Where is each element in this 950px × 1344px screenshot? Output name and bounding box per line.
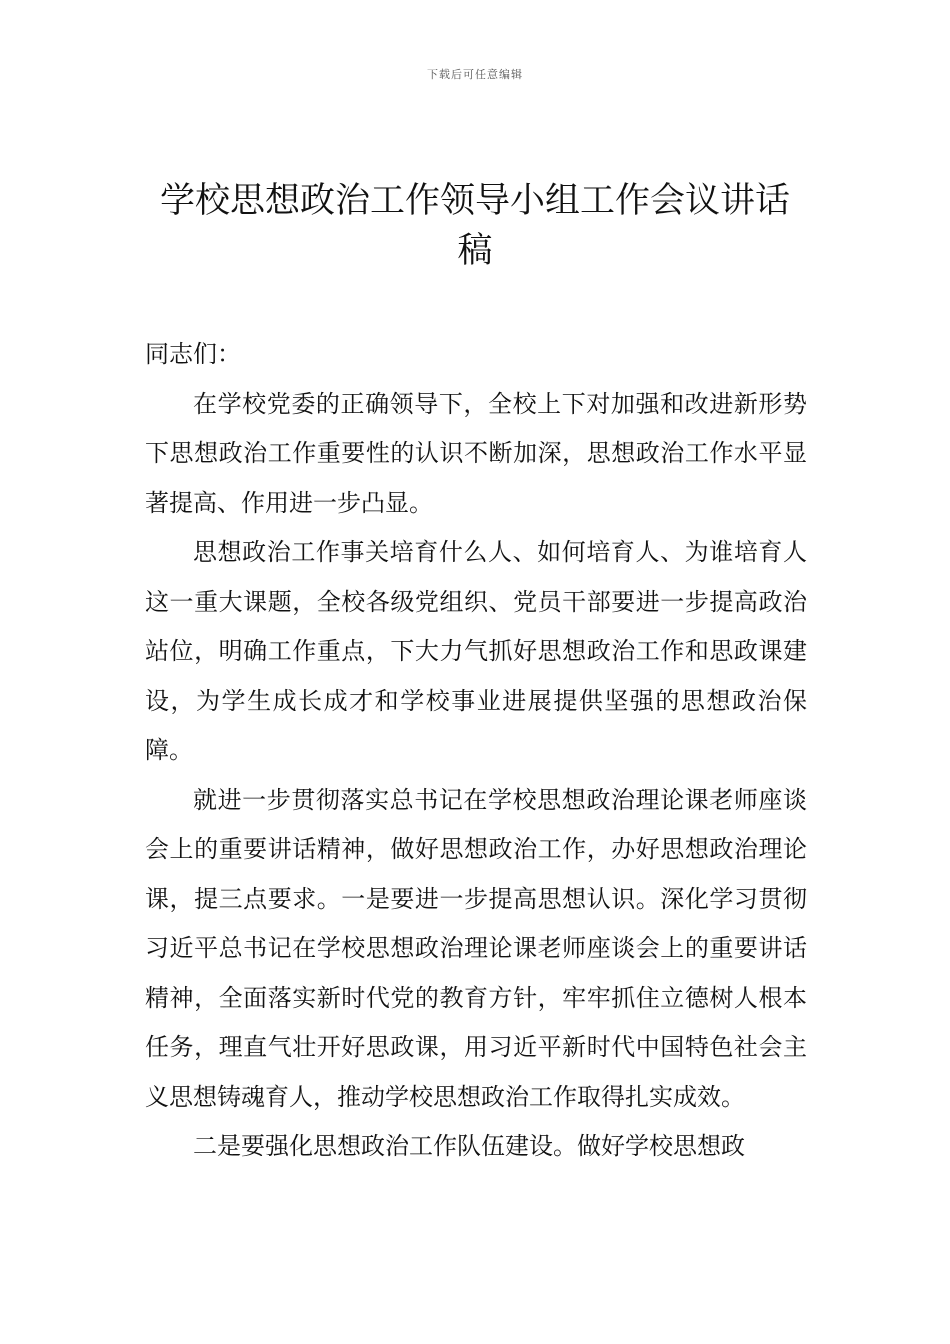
paragraph: 思想政治工作事关培育什么人、如何培育人、为谁培育人这一重大课题，全校各级党组织、党员干部要进一步提高政治站位，明确工作重点，下大力气抓好思想政治工作和思政课建设，为学生成长成才和学校事业进展提供坚强的思想政治保障。 xyxy=(145,538,807,764)
salutation: 同志们： xyxy=(145,340,241,368)
paragraph: 就进一步贯彻落实总书记在学校思想政治理论课老师座谈会上的重要讲话精神，做好思想政治工作，办好思想政治理论课，提三点要求。一是要进一步提高思想认识。深化学习贯彻习近平总书记在学校思想政治理论课老师座谈会上的重要讲话精神，全面落实新时代党的教育方针，牢牢抓住立德树人根本任务，理直气壮开好思政课，用习近平新时代中国特色社会主义思想铸魂育人，推动学校思想政治工作取得扎实成效。 xyxy=(145,785,807,1111)
document-body xyxy=(145,330,807,1172)
header-note: 下载后可任意编辑 xyxy=(427,68,523,81)
paragraph: 在学校党委的正确领导下，全校上下对加强和改进新形势下思想政治工作重要性的认识不断加深，思想政治工作水平显著提高、作用进一步凸显。 xyxy=(145,389,807,517)
document-title: 学校思想政治工作领导小组工作会议讲话稿 xyxy=(159,181,790,271)
paragraph: 二是要强化思想政治工作队伍建设。做好学校思想政 xyxy=(193,1132,745,1160)
